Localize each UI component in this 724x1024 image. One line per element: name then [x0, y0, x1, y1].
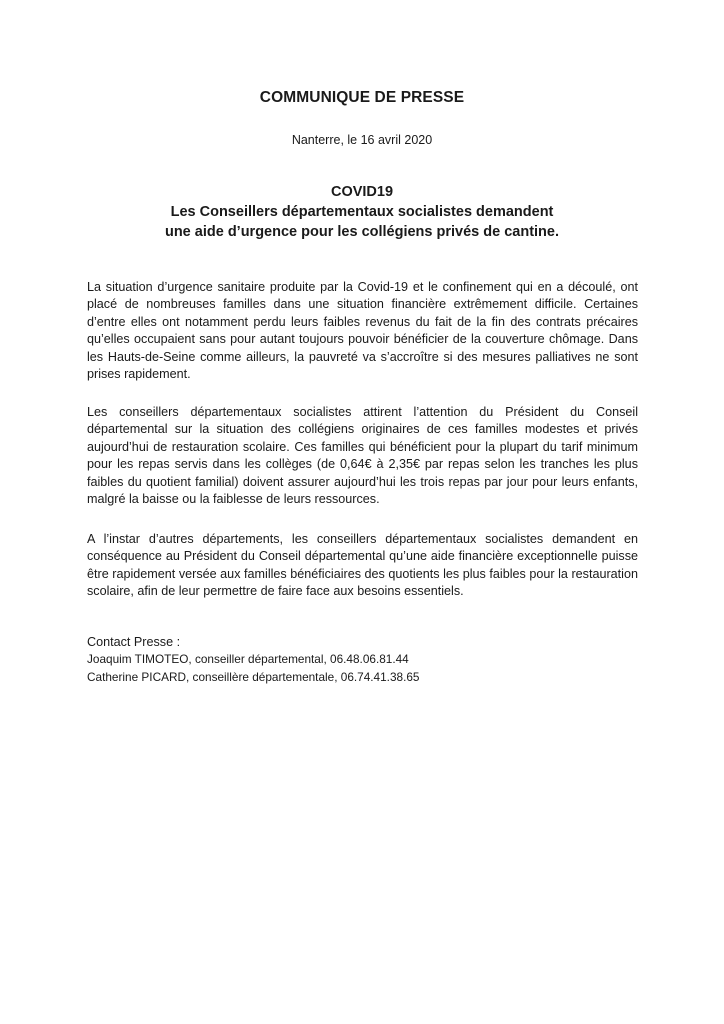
headline-line-1: COVID19	[330, 184, 394, 200]
contact-person-2: Catherine PICARD, conseillère départementale, 06.74.41.38.65	[87, 669, 420, 684]
paragraph-2: Les conseillers départementaux socialistes attirent l’attention du Président du Conseil départemental sur la situation des collégiens originaires de ces familles modestes et privés aujourd’hui de restauration scolaire. Ces familles qui bénéficient pour la plupart du tarif minimum pour les repas servis dans les collèges (de 0,64€ à 2,35€ par repas selon les tranches les plus faibles du quotient familial) doivent assurer aujourd’hui les trois repas par jour pour leurs enfants, malgré la baisse ou la faiblesse de leurs ressources.	[87, 405, 638, 507]
paragraph-3: A l’instar d’autres départements, les conseillers départementaux socialistes demandent en conséquence au Président du Conseil départemental qu’une aide financière exceptionnelle puisse être rapidement versée aux familles bénéficiaires des quotients les plus faibles pour la restauration scolaire, afin de leur permettre de faire face aux besoins essentiels.	[87, 532, 638, 599]
dateline: Nanterre, le 16 avril 2020	[291, 133, 433, 147]
headline-line-2: Les Conseillers départementaux socialistes demandent	[170, 204, 554, 220]
contact-person-1: Joaquim TIMOTEO, conseiller départemental, 06.48.06.81.44	[87, 652, 409, 667]
headline-line-3: une aide d’urgence pour les collégiens privés de cantine.	[164, 224, 560, 240]
press-contact	[87, 634, 419, 686]
headline	[0, 182, 724, 242]
document-title: COMMUNIQUE DE PRESSE	[259, 89, 465, 106]
contact-label: Contact Presse :	[87, 635, 181, 649]
paragraph-1: La situation d’urgence sanitaire produite par la Covid-19 et le confinement qui en a découlé, ont placé de nombreuses familles dans une situation financière extrêmement difficile. Certaines d’entre elles ont notamment perdu leurs faibles revenus du fait de la fin des contrats précaires qu’elles occupaient sans pour autant toujours pouvoir bénéficier de la couverture chômage. Dans les Hauts-de-Seine comme ailleurs, la pauvreté va s’accroître si des mesures palliatives ne sont prises rapidement.	[87, 280, 638, 382]
